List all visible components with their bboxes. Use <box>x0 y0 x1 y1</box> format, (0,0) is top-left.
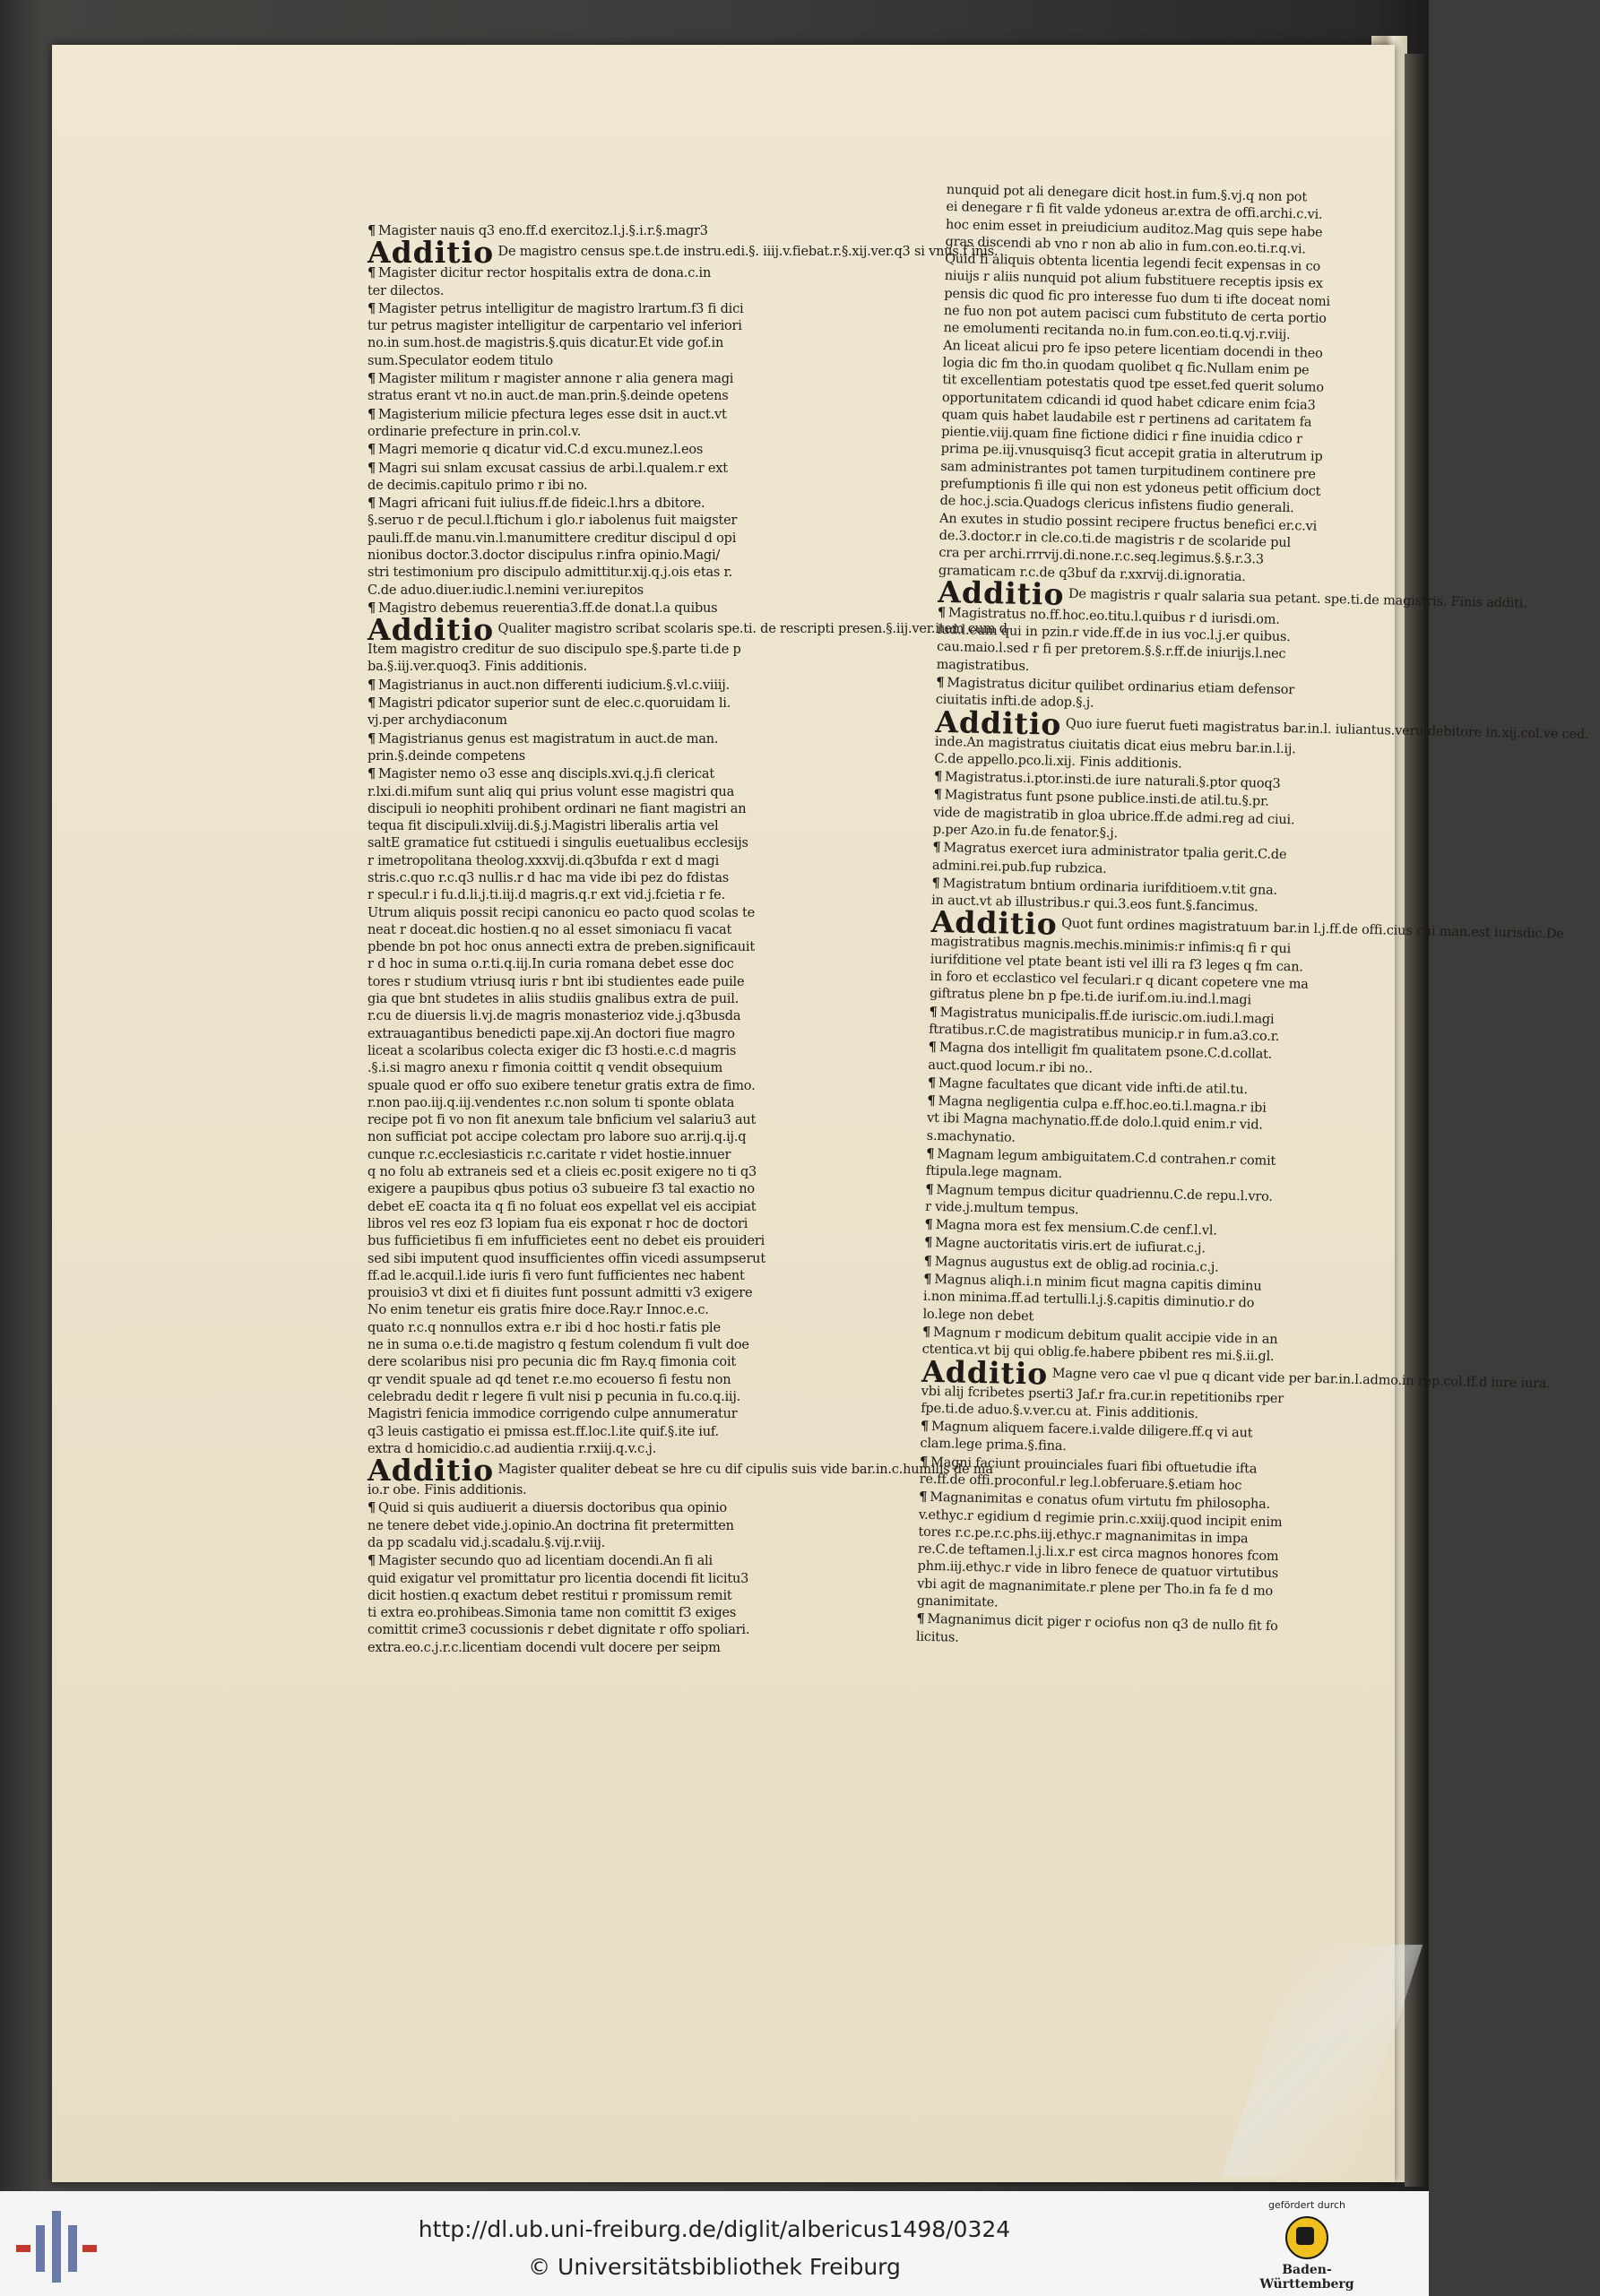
right-text-column <box>915 182 1589 1655</box>
paragraph-start-line: ¶ Quid si quis audiuerit a diuersis doctoribus qua opinio <box>368 1499 859 1517</box>
text-line: sam administrantes pot tamen turpitudinem continere pre <box>940 459 1316 482</box>
text-line: lo.lege non debet <box>922 1307 1034 1324</box>
paragraph-start-line: ¶ Magri memorie q dicatur vid.C.d excu.munez.l.eos <box>368 441 859 459</box>
paragraph-start-line: ¶ Magistratum bntium ordinaria iurifditioem.v.tit gna. <box>931 875 1374 902</box>
paragraph-start-line: ¶ Magister dicitur rector hospitalis extra de dona.c.in <box>368 264 859 282</box>
text-line: tores r studium vtriusq iuris r bnt ibi studientes eade puile <box>368 974 745 989</box>
text-line: bus fufficietibus fi em infufficietes eent no debet eis prouideri <box>368 1234 765 1249</box>
text-line: pauli.ff.de manu.vin.l.manumittere creditur discipul d opi <box>368 531 737 546</box>
addition-label: Additio <box>930 904 1059 943</box>
text-line: licitus. <box>915 1629 959 1645</box>
paragraph-start-line: ¶ Magistro debemus reuerentia3.ff.de donat.l.a quibus <box>368 600 859 617</box>
text-line: quato r.c.q nonnullos extra e.r ibi d hoc hosti.r fatis ple <box>368 1320 721 1335</box>
text-line: de decimis.capitulo primo r ibi no. <box>368 478 588 493</box>
addition-text: Magister qualiter debeat se hre cu dif cipulis suis vide bar.in.c.humilis de ma <box>497 1463 993 1478</box>
addition-heading <box>368 612 1008 648</box>
text-line: ftratibus.r.C.de magistratibus municip.r in fum.a3.co.r. <box>929 1022 1280 1044</box>
text-line: gramaticam r.c.de q3buf da r.xxrvij.di.ignoratia. <box>938 563 1246 584</box>
text-line: prin.§.deinde competens <box>368 748 526 764</box>
paragraph-start-line: ¶ Magnum aliquem facere.i.valde diligere.ff.q vi aut <box>921 1418 1363 1446</box>
text-line: r imetropolitana theolog.xxxvij.di.q3bufda r ext d magi <box>368 853 720 868</box>
text-line: da pp scadalu vid.j.scadalu.§.vij.r.viij. <box>368 1535 606 1550</box>
text-line: cra per archi.rrrvij.di.none.r.c.seq.legimus.§.§.r.3.3 <box>938 546 1265 567</box>
text-line: discipuli io neophiti prohibent ordinari ne fiant magistri an <box>368 801 747 816</box>
paragraph-start-line: ¶ Magister nauis q3 eno.ff.d exercitoz.l.j.§.i.r.§.magr3 <box>368 222 859 240</box>
text-line: tur petrus magister intelligitur de carpentario vel inferiori <box>368 319 742 334</box>
text-line: de.3.doctor.r in cle.co.ti.de magistris r de scolaride pul <box>938 528 1292 551</box>
book-edge-shadow <box>1405 54 1424 2187</box>
text-line: prima pe.iij.vnusquisq3 ficut accepit gratia in alterutrum ip <box>940 442 1323 465</box>
viewer-footer <box>0 2191 1429 2296</box>
paragraph-start-line: ¶ Magne auctoritatis viris.ert de iufiurat.c.j. <box>924 1234 1367 1262</box>
text-line: Item magistro creditur de suo discipulo spe.§.parte ti.de p <box>368 643 741 658</box>
paragraph-start-line: ¶ Magne facultates que dicant vide infti.de atil.tu. <box>928 1075 1371 1102</box>
paragraph-start-line: ¶ Magnum tempus dicitur quadriennu.C.de repu.l.vro. <box>925 1180 1368 1208</box>
paragraph-start-line: ¶ Magistratus.i.ptor.insti.de iure naturali.§.ptor quoq3 <box>934 768 1377 796</box>
text-line: q3 leuis castigatio ei pmissa est.ff.loc.l.ite quif.§.ite iuf. <box>368 1424 719 1439</box>
text-line: dere scolaribus nisi pro pecunia dic fm Ray.q fimonia coit <box>368 1355 737 1370</box>
paragraph-start-line: ¶ Magri africani fuit iulius.ff.de fideic.l.hrs a dbitore. <box>368 495 859 513</box>
addition-text: Quo iure fuerut fueti magistratus bar.in.l. iuliantus.veru debitore in.xij.col.ve ced. <box>1065 716 1589 742</box>
text-line: r.lxi.di.mifum sunt aliq qui prius volunt esse magistri qua <box>368 784 735 799</box>
text-line: logia dic fm tho.in quodam quolibet q fic.Nullam enim pe <box>942 355 1310 378</box>
text-line: ciuitatis infti.de adop.§.j. <box>935 693 1094 711</box>
text-line: liceat a scolaribus colecta exiger dic f3 hosti.e.c.d magris <box>368 1043 737 1058</box>
text-line: q no folu ab extraneis sed et a clieis ec.posit exigere no ti q3 <box>368 1165 757 1180</box>
text-line: fpe.ti.de aduo.§.v.ver.cu at. Finis additionis. <box>921 1401 1198 1421</box>
text-line: stris.c.quo r.c.q3 nullis.r d hac ma vide ibi pez do fdistas <box>368 871 729 885</box>
text-line: sed sibi imputent quod insufficientes offin vicedi assumpserut <box>368 1251 765 1266</box>
text-line: ctentica.vt bij qui oblig.fe.habere pbibent res mi.§.ii.gl. <box>921 1342 1275 1365</box>
text-line: debet eE coacta ita q fi no foluat eos expellat vel eis accipiat <box>368 1199 757 1214</box>
text-line: ff.ad le.acquil.l.ide iuris fi vero funt fufficientes nec habent <box>368 1268 745 1283</box>
text-line: stri testimonium pro discipulo admittitur.xij.q.j.ois etas r. <box>368 565 733 581</box>
text-line: clam.lege prima.§.fina. <box>920 1437 1067 1454</box>
text-line: nionibus doctor.3.doctor discipulus r.infra opinio.Magi/ <box>368 548 721 563</box>
text-line: neat r doceat.dic hostien.q no al esset simoniacu fi vacat <box>368 922 732 937</box>
addition-text: De magistro census spe.t.de instru.edi.§. iiij.v.fiebat.r.§.xij.ver.q3 si vnus.f inis. <box>497 245 999 260</box>
text-line: prouisio3 vt dixi et fi diuites funt possunt admitti v3 exigere <box>368 1286 753 1301</box>
text-line: in foro et ecclastico vel feculari.r q dicant copetere vne ma <box>930 969 1309 992</box>
text-line: An exutes in studio possint recipere fructus benefici er.c.vi <box>938 511 1318 534</box>
paragraph-start-line: ¶ Magnam legum ambiguitatem.C.d contrahen.r comit <box>926 1145 1369 1173</box>
text-line: iud.l.eum qui in pzin.r vide.ff.de in ius voc.l.j.er quibus. <box>937 622 1291 645</box>
text-line: non sufficiat pot accipe colectam pro labore suo ar.rij.q.ij.q <box>368 1130 747 1145</box>
text-line: sum.Speculator eodem titulo <box>368 353 553 368</box>
text-line: p.per Azo.in fu.de fenator.§.j. <box>932 822 1119 842</box>
text-line: comittit crime3 cocussionis r debet dignitate r offo spoliari. <box>368 1623 750 1638</box>
text-line: io.r obe. Finis additionis. <box>368 1483 527 1498</box>
text-line: phm.iij.ethyc.r vide in libro fenece de quatuor virtutibus <box>917 1559 1279 1582</box>
paragraph-start-line: ¶ Magna mora est fex mensium.C.de cenf.l.vl. <box>924 1216 1367 1244</box>
text-line: pbende bn pot hoc onus annecti extra de preben.significauit <box>368 940 755 955</box>
text-line: r d hoc in suma o.r.ti.q.iij.In curia romana debet esse doc <box>368 957 734 972</box>
text-line: quid exigatur vel promittatur pro licentia docendi fit licitu3 <box>368 1571 749 1586</box>
text-line: opportunitatem cdicandi id quod habet cdicare enim fcia3 <box>941 390 1316 413</box>
text-line: quam quis habet laudabile est r pertinens ad caritatem fa <box>941 407 1312 430</box>
text-line: recipe pot fi vo non fit anexum tale bnficium vel salariu3 aut <box>368 1113 757 1128</box>
text-line: extra.eo.c.j.r.c.licentiam docendi vult docere per seipm <box>368 1640 721 1655</box>
text-line: no.in sum.host.de magistris.§.quis dicatur.Et vide gof.in <box>368 336 724 351</box>
text-line: cunque r.c.ecclesiasticis r.c.caritate r videt hostie.innuer <box>368 1147 731 1162</box>
paragraph-start-line: ¶ Magistrianus in auct.non differenti iudicium.§.vl.c.viiij. <box>368 677 859 695</box>
text-line: vj.per archydiaconum <box>368 713 507 729</box>
text-line: iurifditione vel ptate beant isti vel illi ra f3 leges q fm can. <box>930 952 1303 975</box>
addition-label: Additio <box>368 1453 495 1489</box>
paragraph-start-line: ¶ Magisterium milicie pfectura leges esse dsit in auct.vt <box>368 406 859 424</box>
text-line: tequa fit discipuli.xlviij.di.§.j.Magistri liberalis artia vel <box>368 819 719 834</box>
paragraph-start-line: ¶ Magistratus no.ff.hoc.eo.titu.l.quibus r d iurisdi.om. <box>938 604 1380 632</box>
text-line: spuale quod er offo suo exibere tenetur gratis extra de fimo. <box>368 1078 756 1093</box>
paragraph-start-line: ¶ Magister nemo o3 esse anq discipls.xvi.q.j.fi clericat <box>368 765 859 783</box>
addition-heading <box>368 235 999 271</box>
addition-label: Additio <box>368 612 495 648</box>
text-line: giftratus plene bn p fpe.ti.de iurif.om.iu.ind.l.magi <box>929 987 1252 1008</box>
addition-label: Additio <box>368 235 495 271</box>
text-line: libros vel res eoz f3 lopiam fua eis exponat r hoc de doctori <box>368 1216 748 1231</box>
text-line: pensis dic quod fic pro interesse fuo dum ti ifte doceat nomi <box>944 286 1331 309</box>
text-line: gia que bnt studetes in aliis studiis gnalibus extra de puil. <box>368 992 739 1007</box>
text-line: ei denegare r fi fit valde ydoneus ar.extra de offi.archi.c.vi. <box>946 200 1323 223</box>
text-line: ter dilectos. <box>368 283 445 298</box>
text-line: Utrum aliquis possit recipi canonicu eo pacto quod scolas te <box>368 905 755 920</box>
text-line: dicit hostien.q exactum debet restitui r promissum remit <box>368 1588 732 1603</box>
text-line: C.de aduo.diuer.iudic.l.nemini ver.iurepitos <box>368 583 644 598</box>
text-line: magistratibus magnis.mechis.minimis:r infimis:q fi r qui <box>930 935 1292 957</box>
addition-label: Additio <box>934 703 1062 742</box>
paragraph-start-line: ¶ Magistri pdicator superior sunt de elec.c.quoruidam li. <box>368 695 859 712</box>
paragraph-start-line: ¶ Magistratus funt psone publice.insti.de atil.tu.§.pr. <box>933 786 1376 814</box>
text-line: ne tenere debet vide.j.opinio.An doctrina fit pretermitten <box>368 1518 734 1533</box>
text-line: auct.quod locum.r ibi no.. <box>928 1057 1094 1076</box>
sponsor-label: gefördert durch <box>1267 2199 1346 2211</box>
text-line: prefumptionis fi ille qui non est ydoneus petit officium doct <box>939 476 1321 499</box>
text-line: C.de appello.pco.li.xij. Finis additionis. <box>934 751 1182 772</box>
paragraph-start-line: ¶ Magna negligentia culpa e.ff.hoc.eo.ti.l.magna.r ibi <box>927 1092 1370 1120</box>
text-line: hoc enim esset in preiudicium auditoz.Mag quis sepe habe <box>945 217 1323 240</box>
text-line: re.ff.de offi.proconful.r leg.l.obferuare.§.etiam hoc <box>919 1472 1242 1494</box>
paragraph-start-line: ¶ Magister petrus intelligitur de magistro lrartum.f3 fi dici <box>368 300 859 318</box>
page-url-link[interactable]: http://dl.ub.uni-freiburg.de/diglit/albericus1498/0324 <box>418 2216 1011 2242</box>
text-line: ba.§.iij.ver.quoq3. Finis additionis. <box>368 660 587 675</box>
text-line: No enim tenetur eis gratis fnire doce.Ray.r Innoc.e.c. <box>368 1303 709 1318</box>
text-line: extra d homicidio.c.ad audientia r.rxiij.q.v.c.j. <box>368 1441 657 1456</box>
text-line: Magistri fenicia immodice corrigendo culpe annumeratur <box>368 1407 738 1422</box>
paragraph-start-line: ¶ Magnanimus dicit piger r ociofus non q3 de nullo fit fo <box>916 1610 1359 1638</box>
text-line: vt ibi Magna machynatio.ff.de dolo.l.quid enim.r vid. <box>926 1111 1263 1134</box>
text-line: s.machynatio. <box>926 1128 1016 1145</box>
text-line: niuijs r aliis nunquid pot alium fubstituere receptis ipsis ex <box>944 269 1323 292</box>
text-line: ti extra eo.prohibeas.Simonia tame non comittit f3 exiges <box>368 1606 737 1621</box>
text-line: re.C.de teftamen.l.j.li.x.r est circa magnos honores fcom <box>917 1541 1279 1565</box>
paragraph-start-line: ¶ Magistrianus genus est magistratum in auct.de man. <box>368 730 859 748</box>
paragraph-start-line: ¶ Magister secundo quo ad licentiam docendi.An fi ali <box>368 1552 859 1570</box>
text-line: ordinarie prefecture in prin.col.v. <box>368 424 582 439</box>
coat-of-arms-icon <box>1285 2216 1328 2259</box>
text-line: r.non pao.iij.q.iij.vendentes r.c.non solum ti sponte oblata <box>368 1095 735 1110</box>
text-line: i.non minima.ff.ad tertulli.l.j.§.capitis diminutio.r do <box>922 1290 1255 1311</box>
text-line: stratus erant vt no.in auct.de man.prin.§.deinde opetens <box>368 389 729 404</box>
text-line: .§.i.si magro anexu r fimonia coittit q vendit obsequium <box>368 1061 723 1076</box>
copyright-notice: © Universitätsbibliothek Freiburg <box>528 2254 901 2280</box>
addition-heading <box>368 1453 993 1489</box>
paragraph-start-line: ¶ Magnum r modicum debitum qualit accipie vide in an <box>922 1324 1365 1351</box>
text-line: ftipula.lege magnam. <box>925 1164 1063 1182</box>
text-line: qr vendit spuale ad qd tenet r.e.mo ecouerso fi festu non <box>368 1372 731 1387</box>
paragraph-start-line: ¶ Magni faciunt prouinciales fuari fibi oftuetudie ifta <box>920 1453 1362 1480</box>
text-line: cau.maio.l.sed r fi per pretorem.§.§.r.ff.de iniurijs.l.nec <box>936 640 1286 662</box>
addition-text: De magistris r qualr salaria sua petant. spe.ti.de magistris. Finis additi. <box>1068 586 1527 611</box>
paragraph-start-line: ¶ Magistratus municipalis.ff.de iuriscic.om.iudi.l.magi <box>929 1003 1371 1031</box>
text-line: ne in suma o.e.ti.de magistro q festum colendum fi vult doe <box>368 1338 749 1353</box>
addition-label: Additio <box>938 574 1065 612</box>
text-line: tit excellentiam potestatis quod tpe esset.fed querit solumo <box>942 373 1325 396</box>
text-line: in auct.vt ab illustribus.r qui.3.eos funt.§.fancimus. <box>931 893 1258 915</box>
paragraph-start-line: ¶ Magri sui snlam excusat cassius de arbi.l.qualem.r ext <box>368 460 859 478</box>
addition-text: Quot funt ordines magistratuum bar.in l.j.ff.de offi.cius cui man.est iurisdic.De <box>1061 917 1564 943</box>
text-line: ne emolumenti recitanda no.in fum.con.eo.ti.q.vj.r.viij. <box>943 321 1291 343</box>
text-line: An liceat alicui pro fe ipso petere licentiam docendi in theo <box>943 338 1323 361</box>
sponsor-name: Baden-Württemberg <box>1259 2263 1354 2292</box>
text-line: exigere a paupibus qbus potius o3 subueire f3 tal exactio no <box>368 1182 755 1197</box>
text-line: gras discendi ab vno r non ab alio in fum.con.eo.ti.r.q.vi. <box>945 234 1306 257</box>
paragraph-start-line: ¶ Magnus augustus ext de oblig.ad rocinia.c.j. <box>924 1253 1367 1281</box>
text-line: §.seruo r de pecul.l.ftichum i glo.r iabolenus fuit maigster <box>368 514 738 529</box>
addition-text: Qualiter magistro scribat scolaris spe.ti. de rescripti presen.§.iij.ver.item cum d <box>497 622 1008 637</box>
text-line: pientie.viij.quam fine fictione didici r fine inuidia cdico r <box>940 425 1302 447</box>
text-line: r.cu de diuersis li.vj.de magris monasterioz vide.j.q3busda <box>368 1009 741 1024</box>
text-line: nunquid pot ali denegare dicit host.in fum.§.vj.q non pot <box>946 182 1308 205</box>
paragraph-start-line: ¶ Magna dos intelligit fm qualitatem psone.C.d.collat. <box>929 1039 1371 1066</box>
paragraph-start-line: ¶ Magister militum r magister annone r alia genera magi <box>368 370 859 388</box>
text-line: admini.rei.pub.fup rubzica. <box>931 858 1107 876</box>
text-line: inde.An magistratus ciuitatis dicat eius mebru bar.in.l.ij. <box>934 734 1296 756</box>
paragraph-start-line: ¶ Magnus aliqh.i.n minim ficut magna capitis diminu <box>923 1271 1366 1299</box>
text-line: gnanimitate. <box>916 1593 999 1610</box>
text-line: r specul.r i fu.d.li.j.ti.iij.d magris.q.r ext vid.j.fcietia r fe. <box>368 888 725 903</box>
paragraph-start-line: ¶ Magratus exercet iura administrator tpalia gerit.C.de <box>932 839 1375 867</box>
text-line: magistratibus. <box>936 657 1030 674</box>
text-line: saltE gramatice fut cstituedi i singulis euetualibus ecclesijs <box>368 836 748 851</box>
text-line: tores r.c.pe.r.c.phs.iij.ethyc.r magnanimitas in impa <box>918 1524 1249 1547</box>
addition-text: Magne vero cae vl pue q dicant vide per bar.in.l.admo.in rep.col.ff.d iure iura. <box>1051 1366 1551 1391</box>
text-line: v.ethyc.r egidium d regimie prin.c.xxiij.quod incipit enim <box>918 1507 1283 1530</box>
text-line: r vide.j.multum tempus. <box>924 1199 1079 1218</box>
text-line: ne fuo non pot autem pacisci cum fubstituto de certa portio <box>943 304 1327 326</box>
sponsor-badge <box>1244 2196 1370 2294</box>
addition-label: Additio <box>921 1353 1049 1392</box>
text-line: extrauagantibus benedicti pape.xij.An doctori fiue magro <box>368 1026 735 1041</box>
text-line: Quid fi aliquis obtenta licentia legendi fecit expensas in co <box>945 252 1321 274</box>
text-line: vide de magistratib in gloa ubrice.ff.de admi.reg ad ciui. <box>933 805 1295 827</box>
text-line: celebradu dedit r legere fi vult nisi p pecunia in fu.co.q.iij. <box>368 1389 741 1404</box>
text-line: de hoc.j.scia.Quadogs clericus infistens fiudio generali. <box>939 494 1294 516</box>
text-line: vbi agit de magnanimitate.r plene per Tho.in fa fe d mo <box>917 1576 1274 1599</box>
paragraph-start-line: ¶ Magnanimitas e conatus ofum virtutu fm philosopha. <box>919 1489 1362 1516</box>
paragraph-start-line: ¶ Magistratus dicitur quilibet ordinarius etiam defensor <box>936 674 1379 702</box>
text-line: vbi alij fcribetes pserti3 Jaf.r fra.cur.in repetitionibs rper <box>921 1384 1284 1406</box>
